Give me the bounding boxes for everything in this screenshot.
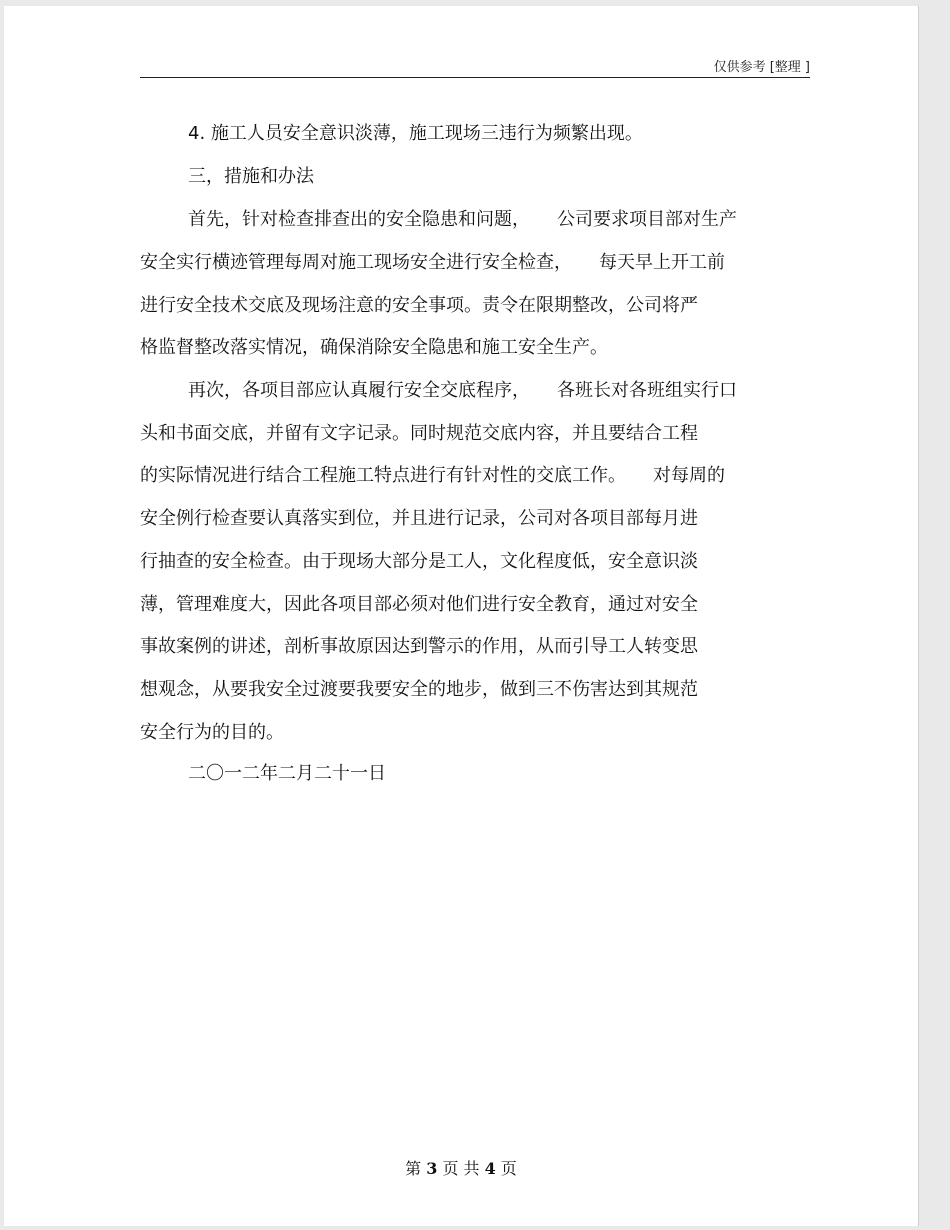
text-line: 安全例行检查要认真落实到位，并且进行记录，公司对各项目部每月进 [140,508,698,529]
footer-prefix: 第 [405,1159,422,1178]
text-line: 安全实行横迹管理每周对施工现场安全进行安全检查， 每天早上开工前 [140,252,725,273]
current-page-number: 3 [426,1159,438,1178]
date-line: 二〇一二年二月二十一日 [188,763,386,784]
text-line: 首先，针对检查排查出的安全隐患和问题， 公司要求项目部对生产 [188,209,737,230]
section-heading: 三，措施和办法 [188,166,314,187]
text-line: 行抽查的安全检查。由于现场大部分是工人，文化程度低，安全意识淡 [140,551,698,572]
header-divider [140,77,810,78]
page-footer [4,1156,918,1179]
footer-suffix: 页 [500,1159,517,1178]
text-line: 安全行为的目的。 [140,722,284,743]
total-pages-number: 4 [484,1159,496,1178]
footer-mid: 页 共 [442,1159,480,1178]
text-line: 想观念，从要我安全过渡要我要安全的地步，做到三不伤害达到其规范 [140,679,698,700]
text-line: 的实际情况进行结合工程施工特点进行有针对性的交底工作。 对每周的 [140,465,725,486]
document-page [4,6,919,1226]
text-line: 头和书面交底，并留有文字记录。同时规范交底内容，并且要结合工程 [140,423,698,444]
text-line: 进行安全技术交底及现场注意的安全事项。责令在限期整改，公司将严 [140,295,698,316]
text-line: 再次，各项目部应认真履行安全交底程序， 各班长对各班组实行口 [188,380,737,401]
text-line: 格监督整改落实情况，确保消除安全隐患和施工安全生产。 [140,337,608,358]
text-line: 4. 施工人员安全意识淡薄，施工现场三违行为频繁出现。 [188,123,643,144]
text-line: 事故案例的讲述，剖析事故原因达到警示的作用，从而引导工人转变思 [140,636,698,657]
header-note: 仅供参考 [整理 ] [713,60,810,75]
text-line: 薄，管理难度大，因此各项目部必须对他们进行安全教育，通过对安全 [140,594,698,615]
